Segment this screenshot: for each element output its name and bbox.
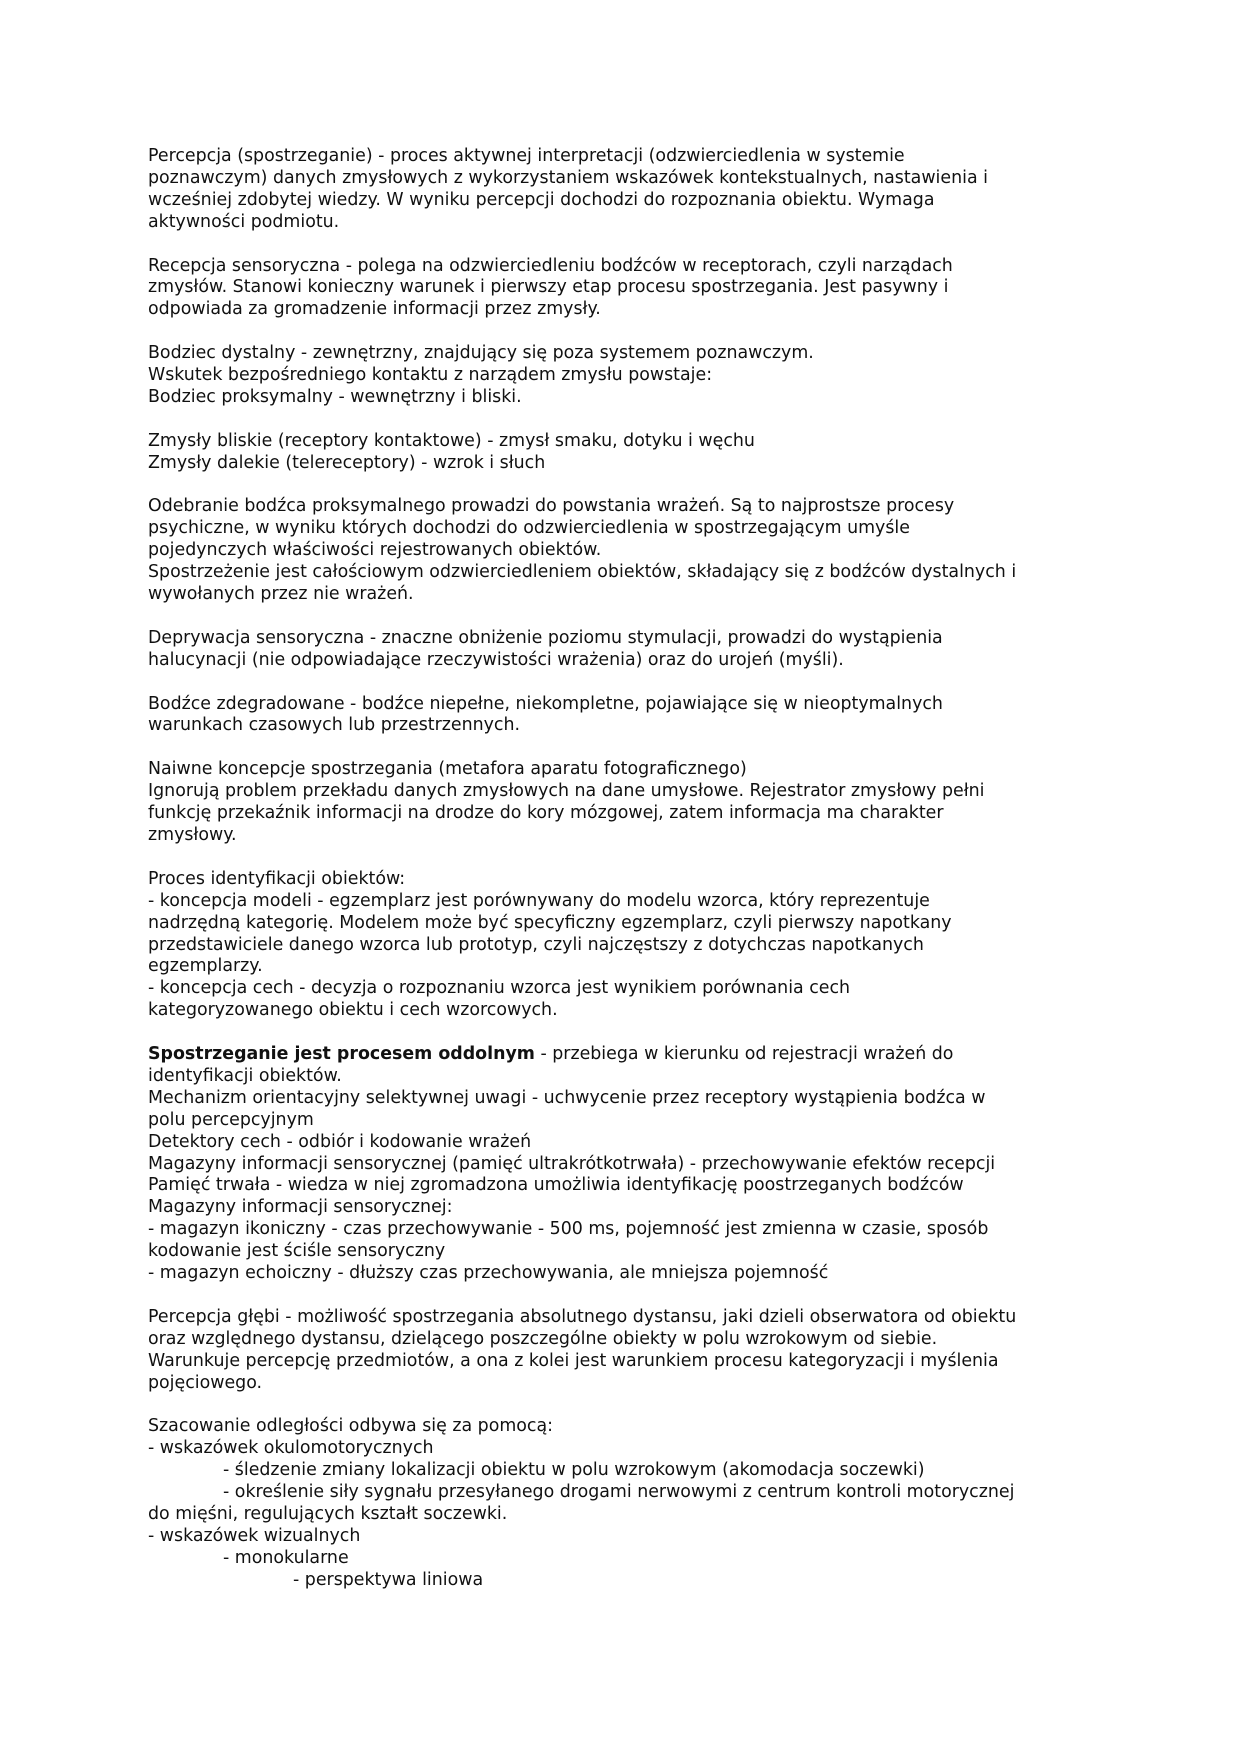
text-line: Deprywacja sensoryczna - znaczne obniżenie poziomu stymulacji, prowadzi do wystąpienia bbox=[148, 627, 943, 648]
text-line: psychiczne, w wyniku których dochodzi do odzwierciedlenia w spostrzegającym umyśle bbox=[148, 518, 910, 539]
text-line: Percepcja głębi - możliwość spostrzegania absolutnego dystansu, jaki dzieli obserwatora od obiektu bbox=[148, 1306, 1017, 1327]
indented-line: - śledzenie zmiany lokalizacji obiektu w polu wzrokowym (akomodacja soczewki) bbox=[223, 1460, 925, 1481]
text-line: Bodźce zdegradowane - bodźce niepełne, niekompletne, pojawiające się w nieoptymalnych bbox=[148, 693, 943, 714]
text-line bbox=[148, 1044, 1098, 1066]
paragraph-spostrzeganie-oddolne bbox=[148, 1044, 1098, 1285]
text-line: do mięśni, regulujących kształt soczewki. bbox=[148, 1504, 508, 1525]
text-line: zmysłowy. bbox=[148, 824, 237, 845]
text-line: przedstawiciele danego wzorca lub prototyp, czyli najczęstszy z dotychczas napotkanych bbox=[148, 934, 924, 955]
text-line: - wskazówek okulomotorycznych bbox=[148, 1438, 434, 1459]
text-line: egzemplarzy. bbox=[148, 956, 263, 977]
paragraph-szacowanie bbox=[148, 1416, 1098, 1591]
indented-line: - monokularne bbox=[223, 1547, 349, 1568]
text-line: identyfikacji obiektów. bbox=[148, 1065, 342, 1086]
paragraph-deprywacja bbox=[148, 628, 1098, 672]
paragraph-naiwne-koncepcje bbox=[148, 759, 1098, 847]
text-line: Zmysły dalekie (telereceptory) - wzrok i słuch bbox=[148, 452, 546, 473]
text-line: odpowiada za gromadzenie informacji przez zmysły. bbox=[148, 299, 601, 320]
bold-term: Spostrzeganie jest procesem oddolnym bbox=[148, 1044, 535, 1065]
paragraph-bodzce-zdegradowane bbox=[148, 694, 1098, 738]
text-line: Ignorują problem przekładu danych zmysłowych na dane umysłowe. Rejestrator zmysłowy pełni bbox=[148, 781, 985, 802]
text-line: - koncepcja modeli - egzemplarz jest porównywany do modelu wzorca, który reprezentuje bbox=[148, 890, 930, 911]
text-line: Recepcja sensoryczna - polega na odzwierciedleniu bodźców w receptorach, czyli narządach bbox=[148, 255, 953, 276]
text-line: Percepcja (spostrzeganie) - proces aktywnej interpretacji (odzwierciedlenia w systemie bbox=[148, 146, 905, 166]
text-line: Naiwne koncepcje spostrzegania (metafora aparatu fotograficznego) bbox=[148, 759, 747, 780]
text-line: zmysłów. Stanowi konieczny warunek i pierwszy etap procesu spostrzegania. Jest pasywny i bbox=[148, 277, 949, 298]
text-line: Proces identyfikacji obiektów: bbox=[148, 868, 406, 889]
indented-line: - określenie siły sygnału przesyłanego drogami nerwowymi z centrum kontroli motorycznej bbox=[223, 1482, 1015, 1503]
text-line: halucynacji (nie odpowiadające rzeczywistości wrażenia) oraz do urojeń (myśli). bbox=[148, 649, 844, 670]
text-line: Mechanizm orientacyjny selektywnej uwagi - uchwycenie przez receptory wystąpienia bodźca w bbox=[148, 1087, 986, 1108]
paragraph-zmysly bbox=[148, 431, 1098, 475]
paragraph-percepcja-glebi bbox=[148, 1307, 1098, 1395]
text-line: - magazyn ikoniczny - czas przechowywanie - 500 ms, pojemność jest zmienna w czasie, sposób bbox=[148, 1219, 989, 1240]
text-line: Spostrzeżenie jest całościowym odzwierciedleniem obiektów, składający się z bodźców dystalnych i bbox=[148, 562, 1017, 583]
text-line: Warunkuje percepcję przedmiotów, a ona z kolei jest warunkiem procesu kategoryzacji i myślenia bbox=[148, 1350, 999, 1371]
text-line: warunkach czasowych lub przestrzennych. bbox=[148, 715, 521, 736]
text-line: kodowanie jest ściśle sensoryczny bbox=[148, 1241, 446, 1262]
indented-line: - perspektywa liniowa bbox=[293, 1569, 484, 1590]
text-line: funkcję przekaźnik informacji na drodze do kory mózgowej, zatem informacja ma charakter bbox=[148, 803, 944, 824]
text-line: Zmysły bliskie (receptory kontaktowe) - zmysł smaku, dotyku i węchu bbox=[148, 430, 755, 451]
text-line: Wskutek bezpośredniego kontaktu z narządem zmysłu powstaje: bbox=[148, 365, 713, 386]
text-line: polu percepcyjnym bbox=[148, 1109, 314, 1130]
paragraph-wrazenia bbox=[148, 496, 1098, 606]
text-line: Bodziec proksymalny - wewnętrzny i bliski. bbox=[148, 386, 522, 407]
text-line: Pamięć trwała - wiedza w niej zgromadzona umożliwia identyfikację poostrzeganych bodźców bbox=[148, 1175, 964, 1196]
text-line: - wskazówek wizualnych bbox=[148, 1525, 361, 1546]
document-page bbox=[148, 146, 1098, 1614]
text-line: nadrzędną kategorię. Modelem może być specyficzny egzemplarz, czyli pierwszy napotkany bbox=[148, 912, 952, 933]
text-line: Bodziec dystalny - zewnętrzny, znajdujący się poza systemem poznawczym. bbox=[148, 343, 814, 364]
text-line: wywołanych przez nie wrażeń. bbox=[148, 584, 414, 605]
paragraph-identyfikacja bbox=[148, 869, 1098, 1022]
inline-text: - przebiega w kierunku od rejestracji wrażeń do bbox=[534, 1044, 954, 1065]
text-line: Magazyny informacji sensorycznej (pamięć ultrakrótkotrwała) - przechowywanie efektów recepcji bbox=[148, 1153, 996, 1174]
text-line: Detektory cech - odbiór i kodowanie wrażeń bbox=[148, 1131, 532, 1152]
text-line: Szacowanie odległości odbywa się za pomocą: bbox=[148, 1416, 553, 1437]
text-line: kategoryzowanego obiektu i cech wzorcowych. bbox=[148, 1000, 558, 1021]
text-line: aktywności podmiotu. bbox=[148, 211, 340, 232]
text-line: Magazyny informacji sensorycznej: bbox=[148, 1197, 453, 1218]
paragraph-percepcja bbox=[148, 146, 1098, 234]
text-line: oraz względnego dystansu, dzielącego poszczególne obiekty w polu wzrokowym od siebie. bbox=[148, 1328, 938, 1349]
text-line: Odebranie bodźca proksymalnego prowadzi do powstania wrażeń. Są to najprostsze procesy bbox=[148, 496, 955, 517]
text-line: - koncepcja cech - decyzja o rozpoznaniu wzorca jest wynikiem porównania cech bbox=[148, 978, 851, 999]
text-line: pojęciowego. bbox=[148, 1372, 263, 1393]
text-line: poznawczym) danych zmysłowych z wykorzystaniem wskazówek kontekstualnych, nastawienia i bbox=[148, 167, 988, 188]
text-line: - magazyn echoiczny - dłuższy czas przechowywania, ale mniejsza pojemność bbox=[148, 1263, 829, 1284]
text-line: pojedynczych właściwości rejestrowanych obiektów. bbox=[148, 540, 602, 561]
paragraph-recepcja bbox=[148, 256, 1098, 322]
paragraph-bodziec bbox=[148, 343, 1098, 409]
text-line: wcześniej zdobytej wiedzy. W wyniku percepcji dochodzi do rozpoznania obiektu. Wymaga bbox=[148, 189, 935, 210]
